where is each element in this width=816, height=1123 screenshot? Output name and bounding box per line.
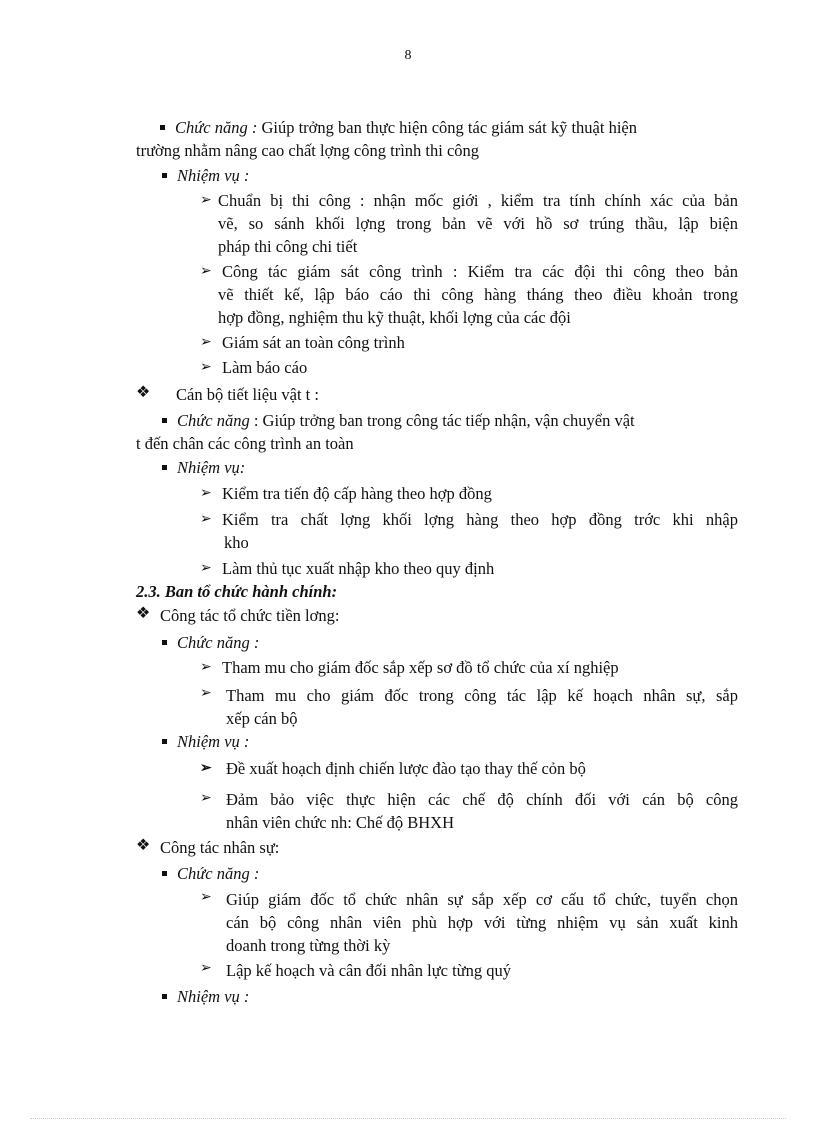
- duty-item-line: hợp đồng, nghiệm thu kỹ thuật, khối lợng của các đội: [218, 308, 571, 327]
- page-number: 8: [404, 48, 412, 63]
- duty-item-line: vẽ thiết kế, lập báo cáo thi công hàng tháng theo điều khoản trong: [218, 285, 738, 304]
- arrow-bullet-icon: ➢: [200, 335, 212, 350]
- square-bullet-icon: [162, 465, 167, 470]
- duties-label: Nhiệm vụ :: [177, 166, 250, 185]
- function-line: [162, 410, 635, 432]
- function-label: Chức năng :: [175, 118, 258, 137]
- function-item-line: Tham mu cho giám đốc trong công tác lập kế hoạch nhân sự, sắp: [226, 686, 738, 705]
- function-line: [160, 117, 637, 139]
- function-text: : Giúp trởng ban trong công tác tiếp nhận, vận chuyển vật: [253, 411, 635, 430]
- arrow-bullet-icon: ➢: [200, 486, 212, 501]
- function-text-continued: trường nhằm nâng cao chất lợng công trình thi công: [136, 141, 480, 160]
- duty-item-line: kho: [224, 533, 249, 552]
- duties-line: [162, 165, 249, 187]
- arrow-bullet-icon: ➢: [200, 791, 212, 806]
- function-text: Giúp trởng ban thực hiện công tác giám sát kỹ thuật hiện: [261, 118, 637, 137]
- diamond-bullet-icon: ❖: [136, 605, 151, 622]
- duty-item-line: Đề xuất hoạch định chiến lược đào tạo thay thế cỏn bộ: [226, 759, 586, 778]
- section-title: Cán bộ tiết liệu vật t :: [176, 385, 319, 404]
- duty-item-line: Đảm bảo việc thực hiện các chế độ chính đối với cán bộ công: [226, 790, 738, 809]
- square-bullet-icon: [162, 739, 167, 744]
- function-line: [162, 863, 259, 885]
- duty-item-line: Làm thủ tục xuất nhập kho theo quy định: [222, 559, 495, 578]
- arrow-bullet-icon: ➢: [200, 193, 212, 208]
- duty-item-line: Làm báo cáo: [222, 358, 308, 377]
- function-item-line: doanh trong từng thời kỳ: [226, 936, 391, 955]
- subsection-title: Công tác tổ chức tiền lơng:: [160, 606, 340, 625]
- arrow-bullet-icon: ➢: [200, 761, 212, 776]
- duties-label: Nhiệm vụ :: [177, 987, 250, 1006]
- function-item-line: Lập kế hoạch và cân đối nhân lực từng quý: [226, 961, 512, 980]
- duty-item-line: pháp thi công chi tiết: [218, 237, 358, 256]
- duty-item-line: nhân viên chức nh: Chế độ BHXH: [226, 813, 454, 832]
- function-item-line: xếp cán bộ: [226, 709, 298, 728]
- function-text-continued: t đến chân các công trình an toàn: [136, 434, 354, 453]
- arrow-bullet-icon: ➢: [200, 512, 212, 527]
- duty-item-line: Chuẩn bị thi công : nhận mốc giới , kiểm tra tính chính xác của bản: [218, 191, 738, 210]
- duty-item-line: Kiểm tra chất lợng khối lợng hàng theo hợp đồng trớc khi nhập: [222, 510, 738, 529]
- duty-item-line: vẽ, so sánh khối lợng trong bản vẽ với hồ sơ trúng thầu, lập biện: [218, 214, 738, 233]
- arrow-bullet-icon: ➢: [200, 360, 212, 375]
- duties-line: [162, 986, 249, 1008]
- arrow-bullet-icon: ➢: [200, 660, 212, 675]
- duties-line: [162, 731, 249, 753]
- function-item-line: Tham mu cho giám đốc sắp xếp sơ đồ tổ chức của xí nghiệp: [222, 658, 619, 677]
- square-bullet-icon: [162, 640, 167, 645]
- function-item-line: Giúp giám đốc tổ chức nhân sự sắp xếp cơ cấu tổ chức, tuyển chọn: [226, 890, 738, 909]
- duty-item-line: Giám sát an toàn công trình: [222, 333, 405, 352]
- function-line: [162, 632, 259, 654]
- diamond-bullet-icon: ❖: [136, 837, 151, 854]
- arrow-bullet-icon: ➢: [200, 561, 212, 576]
- function-label: Chức năng :: [177, 864, 260, 883]
- duties-line: [162, 457, 245, 479]
- subsection-title: Công tác nhân sự:: [160, 838, 280, 857]
- duty-item-line: Kiểm tra tiến độ cấp hàng theo hợp đồng: [222, 484, 492, 503]
- square-bullet-icon: [162, 173, 167, 178]
- duty-item-line: Công tác giám sát công trình : Kiểm tra các đội thi công theo bản: [222, 262, 738, 281]
- square-bullet-icon: [162, 418, 167, 423]
- arrow-bullet-icon: ➢: [200, 961, 212, 976]
- function-label: Chức năng :: [177, 633, 260, 652]
- duties-label: Nhiệm vụ :: [177, 732, 250, 751]
- duties-label: Nhiệm vụ:: [177, 458, 246, 477]
- square-bullet-icon: [160, 125, 165, 130]
- square-bullet-icon: [162, 871, 167, 876]
- diamond-bullet-icon: ❖: [136, 384, 151, 401]
- function-item-line: cán bộ công nhân viên phù hợp với từng nhiệm vụ sản xuất kinh: [226, 913, 738, 932]
- arrow-bullet-icon: ➢: [200, 264, 212, 279]
- function-label: Chức năng: [177, 411, 250, 430]
- arrow-bullet-icon: ➢: [200, 890, 212, 905]
- arrow-bullet-icon: ➢: [200, 686, 212, 701]
- page-bottom-rule: [30, 1118, 786, 1119]
- section-heading: 2.3. Ban tổ chức hành chính:: [136, 582, 338, 601]
- square-bullet-icon: [162, 994, 167, 999]
